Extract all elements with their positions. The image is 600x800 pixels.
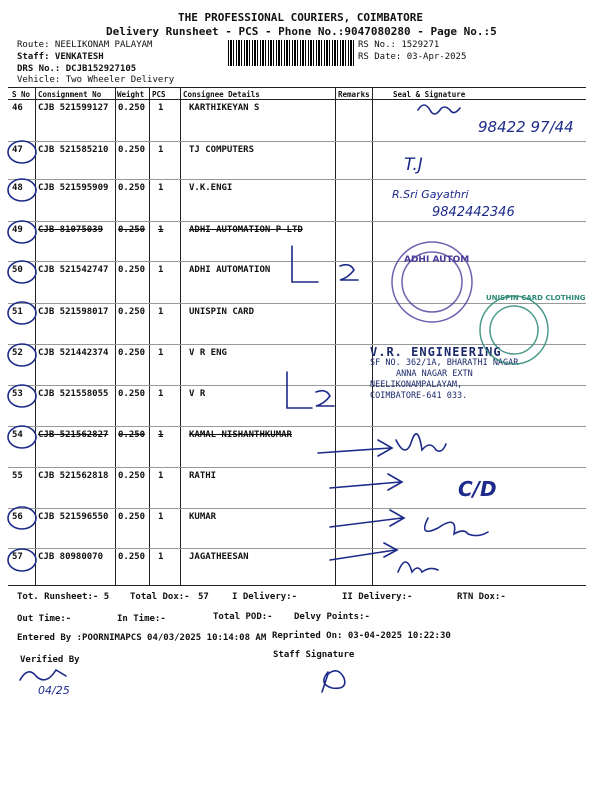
row-consignee: TJ COMPUTERS bbox=[189, 145, 255, 155]
adhi-stamp-text: ADHI AUTOM bbox=[404, 255, 470, 265]
row-consignment-no: CJB 521562818 bbox=[38, 471, 109, 481]
row-consignee: V R bbox=[189, 389, 206, 399]
row-consignment-no: CJB 81075039 bbox=[38, 225, 104, 235]
runsheet-subtitle: Delivery Runsheet - PCS - Phone No.:9047080280 - Page No.:5 bbox=[106, 25, 497, 38]
row-consignment-no: CJB 521562827 bbox=[38, 430, 109, 440]
signature bbox=[398, 562, 438, 572]
in-time: In Time:- bbox=[117, 614, 166, 624]
total-pod: Total POD:- bbox=[213, 612, 273, 622]
row-divider bbox=[8, 548, 586, 549]
handwritten-sign: T.J bbox=[404, 155, 423, 175]
row-pcs: 1 bbox=[158, 183, 164, 193]
col-consignment: Consignment No bbox=[38, 90, 102, 99]
row-divider bbox=[8, 179, 586, 180]
row-sno: 48 bbox=[12, 183, 23, 193]
col-remarks: Remarks bbox=[338, 90, 370, 99]
row-consignee: JAGATHEESAN bbox=[189, 552, 249, 562]
tot-runsheet: Tot. Runsheet:- 5 bbox=[17, 592, 110, 602]
signature bbox=[396, 434, 446, 451]
col-sno: S No bbox=[12, 90, 31, 99]
col-weight: Weight bbox=[117, 90, 145, 99]
i-delivery: I Delivery:- bbox=[232, 592, 298, 602]
row-weight: 0.250 bbox=[118, 552, 146, 562]
col-divider bbox=[180, 87, 181, 585]
row-pcs: 1 bbox=[158, 552, 164, 562]
signature bbox=[425, 518, 488, 536]
row-weight: 0.250 bbox=[118, 145, 146, 155]
col-divider bbox=[115, 87, 116, 585]
staff-label: Staff: VENKATESH bbox=[17, 52, 104, 62]
row-pcs: 1 bbox=[158, 145, 164, 155]
row-divider bbox=[8, 508, 586, 509]
col-divider bbox=[35, 87, 36, 585]
col-divider bbox=[149, 87, 150, 585]
row-consignee: V R ENG bbox=[189, 348, 227, 358]
reprinted-on: Reprinted On: 03-04-2025 10:22:30 bbox=[272, 631, 451, 641]
row-divider bbox=[8, 467, 586, 468]
signature bbox=[418, 105, 460, 114]
row-divider bbox=[8, 141, 586, 142]
row-consignment-no: CJB 521442374 bbox=[38, 348, 109, 358]
row-consignment-no: CJB 521599127 bbox=[38, 103, 109, 113]
row-consignee: KARTHIKEYAN S bbox=[189, 103, 260, 113]
arrow-mark bbox=[330, 474, 402, 490]
table-header-rule bbox=[8, 99, 586, 100]
signature bbox=[322, 671, 345, 692]
row-weight: 0.250 bbox=[118, 225, 146, 235]
handwritten-name: R.Sri Gayathri bbox=[392, 188, 469, 201]
route-label: Route: NEELIKONAM PALAYAM bbox=[17, 40, 153, 50]
handwritten-note: C/D bbox=[458, 477, 497, 501]
row-sno: 49 bbox=[12, 225, 23, 235]
rs-number: RS No.: 1529271 bbox=[358, 40, 440, 50]
row-sno: 51 bbox=[12, 307, 23, 317]
col-divider bbox=[372, 87, 373, 585]
row-weight: 0.250 bbox=[118, 183, 146, 193]
stamp-line: NEELIKONAMPALAYAM, bbox=[370, 380, 463, 390]
row-sno: 50 bbox=[12, 265, 23, 275]
row-consignee: RATHI bbox=[189, 471, 217, 481]
total-dox-label: Total Dox:- bbox=[130, 592, 190, 602]
drs-label: DRS No.: DCJB152927105 bbox=[17, 64, 137, 74]
adhi-stamp bbox=[392, 242, 472, 322]
row-sno: 53 bbox=[12, 389, 23, 399]
col-seal: Seal & Signature bbox=[393, 90, 466, 99]
row-weight: 0.250 bbox=[118, 103, 146, 113]
company-title: THE PROFESSIONAL COURIERS, COIMBATORE bbox=[178, 11, 424, 24]
bracket-mark bbox=[287, 372, 334, 408]
row-consignee: UNISPIN CARD bbox=[189, 307, 255, 317]
handwritten-phone: 98422 97/44 bbox=[478, 118, 574, 136]
ii-delivery: II Delivery:- bbox=[342, 592, 413, 602]
row-weight: 0.250 bbox=[118, 265, 146, 275]
row-weight: 0.250 bbox=[118, 430, 146, 440]
rtn-dox: RTN Dox:- bbox=[457, 592, 506, 602]
staff-signature-label: Staff Signature bbox=[273, 650, 355, 660]
signature bbox=[20, 670, 66, 680]
arrow-mark bbox=[330, 510, 404, 527]
row-pcs: 1 bbox=[158, 265, 164, 275]
row-divider bbox=[8, 261, 586, 262]
row-consignment-no: CJB 80980070 bbox=[38, 552, 104, 562]
row-consignment-no: CJB 521585210 bbox=[38, 145, 109, 155]
handwritten-phone: 9842442346 bbox=[432, 205, 515, 220]
row-consignment-no: CJB 521598017 bbox=[38, 307, 109, 317]
entered-by: Entered By :POORNIMAPCS 04/03/2025 10:14:08 AM bbox=[17, 633, 267, 643]
row-consignment-no: CJB 521595909 bbox=[38, 183, 109, 193]
row-pcs: 1 bbox=[158, 471, 164, 481]
row-pcs: 1 bbox=[158, 512, 164, 522]
bracket-mark bbox=[292, 246, 358, 282]
col-consignee: Consignee Details bbox=[183, 90, 260, 99]
row-sno: 47 bbox=[12, 145, 23, 155]
row-sno: 54 bbox=[12, 430, 23, 440]
row-weight: 0.250 bbox=[118, 512, 146, 522]
vehicle-label: Vehicle: Two Wheeler Delivery bbox=[17, 75, 175, 85]
total-dox-value: 57 bbox=[198, 592, 209, 602]
unispin-stamp-text: UNISPIN CARD CLOTHING bbox=[486, 294, 586, 302]
row-weight: 0.250 bbox=[118, 389, 146, 399]
row-consignment-no: CJB 521596550 bbox=[38, 512, 109, 522]
row-pcs: 1 bbox=[158, 225, 164, 235]
verified-by: Verified By bbox=[20, 655, 80, 665]
row-consignment-no: CJB 521558055 bbox=[38, 389, 109, 399]
stamp-line: SF NO. 362/1A, BHARATHI NAGAR bbox=[370, 358, 519, 368]
stamp-line: ANNA NAGAR EXTN bbox=[396, 369, 473, 379]
row-consignee: KUMAR bbox=[189, 512, 217, 522]
row-pcs: 1 bbox=[158, 348, 164, 358]
table-bottom-rule bbox=[8, 585, 586, 586]
row-pcs: 1 bbox=[158, 430, 164, 440]
barcode bbox=[228, 40, 355, 66]
col-divider bbox=[335, 87, 336, 585]
row-sno: 56 bbox=[12, 512, 23, 522]
col-pcs: PCS bbox=[152, 90, 166, 99]
row-weight: 0.250 bbox=[118, 348, 146, 358]
vr-engineering-stamp bbox=[370, 347, 520, 402]
stamp-line: COIMBATORE-641 033. bbox=[370, 391, 468, 401]
row-consignee: KAMAL NISHANTHKUMAR bbox=[189, 430, 292, 440]
rs-date: RS Date: 03-Apr-2025 bbox=[358, 52, 467, 62]
row-divider bbox=[8, 221, 586, 222]
row-consignee: ADHI AUTOMATION bbox=[189, 265, 271, 275]
row-consignee: V.K.ENGI bbox=[189, 183, 233, 193]
row-sno: 57 bbox=[12, 552, 23, 562]
out-time: Out Time:- bbox=[17, 614, 72, 624]
row-consignee: ADHI AUTOMATION P LTD bbox=[189, 225, 303, 235]
table-top-rule bbox=[8, 87, 586, 88]
arrow-mark bbox=[318, 440, 392, 456]
handwritten-date: 04/25 bbox=[38, 684, 70, 697]
row-sno: 46 bbox=[12, 103, 23, 113]
row-sno: 52 bbox=[12, 348, 23, 358]
arrow-mark bbox=[330, 543, 397, 560]
row-pcs: 1 bbox=[158, 307, 164, 317]
stamp-line: V.R. ENGINEERING bbox=[370, 345, 502, 359]
row-consignment-no: CJB 521542747 bbox=[38, 265, 109, 275]
delvy-points: Delvy Points:- bbox=[294, 612, 370, 622]
row-weight: 0.250 bbox=[118, 307, 146, 317]
row-weight: 0.250 bbox=[118, 471, 146, 481]
row-pcs: 1 bbox=[158, 103, 164, 113]
row-divider bbox=[8, 303, 586, 304]
row-sno: 55 bbox=[12, 471, 23, 481]
row-divider bbox=[8, 426, 586, 427]
row-pcs: 1 bbox=[158, 389, 164, 399]
